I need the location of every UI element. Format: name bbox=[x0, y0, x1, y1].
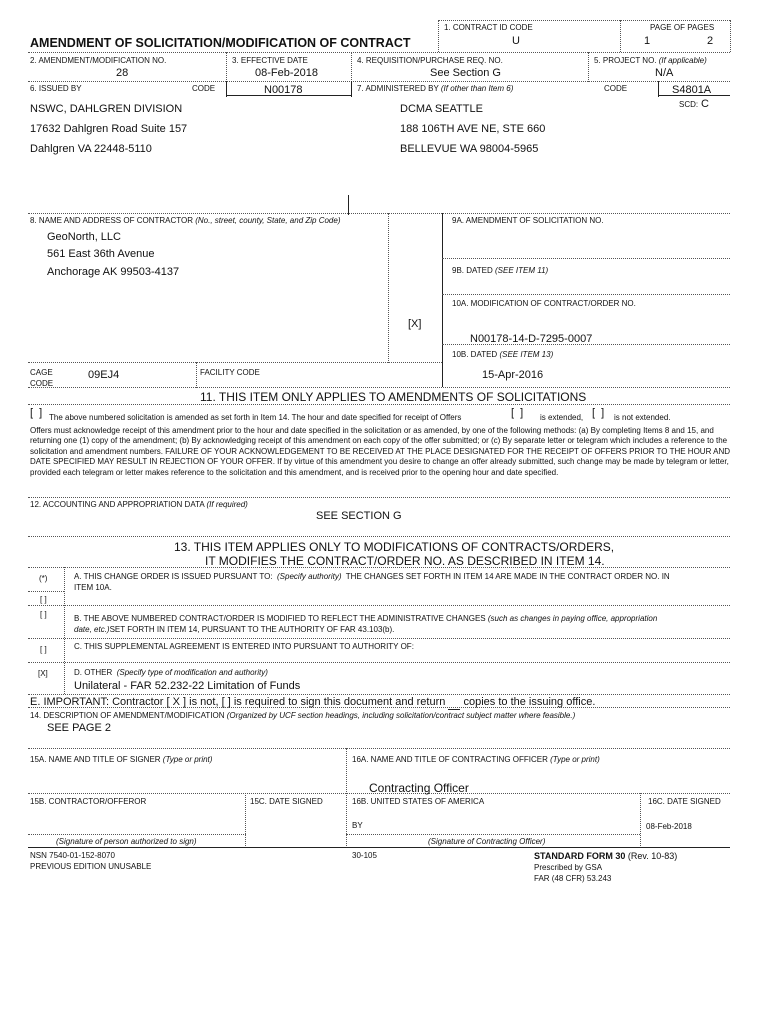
item-16c-label: 16C. DATE SIGNED bbox=[648, 797, 721, 806]
rule bbox=[28, 362, 442, 363]
project-no-label-paren: (If applicable) bbox=[658, 56, 707, 65]
administered-by-label bbox=[357, 84, 513, 93]
rule bbox=[588, 52, 589, 82]
admin-line-3: BELLEVUE WA 98004-5965 bbox=[400, 143, 539, 155]
contractor-label-text: 8. NAME AND ADDRESS OF CONTRACTOR bbox=[30, 216, 193, 225]
item-13a-text-paren: (Specify authority) bbox=[277, 572, 342, 581]
item-14-value: SEE PAGE 2 bbox=[47, 722, 111, 734]
effective-date-label: 3. EFFECTIVE DATE bbox=[232, 56, 308, 65]
footer-form-name: STANDARD FORM 30 bbox=[534, 851, 626, 861]
rule bbox=[28, 638, 730, 639]
rule bbox=[64, 567, 65, 694]
item-13-title-2: IT MODIFIES THE CONTRACT/ORDER NO. AS DESCRIBED IN ITEM 14. bbox=[205, 554, 605, 568]
item-13c-checkbox[interactable]: [ ] bbox=[40, 645, 47, 654]
item-14-label-text: 14. DESCRIPTION OF AMENDMENT/MODIFICATION bbox=[30, 711, 225, 720]
cage-label-1: CAGE bbox=[30, 368, 53, 377]
item-16a-label bbox=[352, 755, 600, 764]
item-11-body: Offers must acknowledge receipt of this amendment prior to the hour and date specified in the solicitation or as amended, by one of the following methods: (a) By completing Items 8 and 15, and returning one (1) copy of the amendment; (b) By acknowledging receipt of this amendment on each copy of the offer submitted; or (c) By separate letter or telegram which includes a reference to the solicitation and amendment numbers. FAILURE OF YOUR ACKNOWLEDGEMENT TO BE RECEIVED AT THE PLACE DESIGNATED FOR THE RECEIPT OF OFFERS PRIOR TO THE HOUR AND DATE SPECIFIED MAY RESULT IN REJECTION OF YOUR OFFER. If by virtue of this amendment you desire to change an offer already submitted, such change may be made by telegram or letter, provided each telegram or letter makes reference to the solicitation and this amendment, and is received prior to the opening hour and date specified. bbox=[30, 426, 731, 477]
contractor-label-paren: (No., street, county, State, and Zip Code) bbox=[195, 216, 341, 225]
footer-form-rev: (Rev. 10-83) bbox=[627, 851, 678, 861]
contractor-label bbox=[30, 216, 341, 225]
administered-by-label-text: 7. ADMINISTERED BY bbox=[357, 84, 439, 93]
form-title: AMENDMENT OF SOLICITATION/MODIFICATION OF CONTRACT bbox=[30, 36, 411, 50]
rule bbox=[388, 213, 389, 363]
admin-line-1: DCMA SEATTLE bbox=[400, 103, 483, 115]
item-12-label-paren: (If required) bbox=[206, 500, 248, 509]
item-9a-label: 9A. AMENDMENT OF SOLICITATION NO. bbox=[452, 216, 604, 225]
rule bbox=[351, 52, 352, 82]
extended-label: is extended, bbox=[540, 413, 584, 422]
rule bbox=[351, 81, 352, 97]
scd-value: C bbox=[701, 98, 709, 110]
requisition-label: 4. REQUISITION/PURCHASE REQ. NO. bbox=[357, 56, 503, 65]
item-e-text-e: is required to sign this document and return bbox=[233, 696, 446, 708]
not-extended-checkbox[interactable]: [ ] bbox=[592, 407, 605, 419]
item-14-label bbox=[30, 711, 575, 720]
rule bbox=[28, 834, 246, 835]
item-16a-value: Contracting Officer bbox=[369, 781, 469, 795]
rule bbox=[442, 258, 730, 259]
rule bbox=[245, 793, 246, 848]
rule bbox=[28, 213, 730, 214]
item-e-text-c: is not, bbox=[189, 696, 219, 708]
project-no-value: N/A bbox=[655, 67, 674, 79]
requisition-value: See Section G bbox=[430, 67, 501, 79]
footer-form-id bbox=[534, 851, 677, 861]
cage-label-2: CODE bbox=[30, 379, 54, 388]
item-15b-label: 15B. CONTRACTOR/OFFEROR bbox=[30, 797, 147, 806]
extended-checkbox[interactable]: [ ] bbox=[511, 407, 524, 419]
rule bbox=[28, 605, 730, 606]
rule bbox=[620, 20, 621, 52]
admin-code-label: CODE bbox=[604, 84, 628, 93]
admin-code-value: S4801A bbox=[672, 84, 712, 96]
project-no-label-text: 5. PROJECT NO. bbox=[594, 56, 657, 65]
item-13b-text-2 bbox=[74, 625, 394, 634]
contract-id-value: U bbox=[512, 35, 520, 47]
item-12-value: SEE SECTION G bbox=[316, 510, 402, 522]
item-16b-label: 16B. UNITED STATES OF AMERICA bbox=[352, 797, 485, 806]
item-10a-label: 10A. MODIFICATION OF CONTRACT/ORDER NO. bbox=[452, 299, 636, 308]
footer-previous-edition: PREVIOUS EDITION UNUSABLE bbox=[30, 862, 152, 871]
rule bbox=[442, 294, 730, 295]
item-13a-text bbox=[74, 572, 670, 581]
item-16a-label-text: 16A. NAME AND TITLE OF CONTRACTING OFFICER bbox=[352, 755, 548, 764]
item-e-text-f: copies to the issuing office. bbox=[463, 696, 596, 708]
rule bbox=[28, 52, 730, 53]
item-9b-label-text: 9B. DATED bbox=[452, 266, 493, 275]
administered-by-label-paren: (If other than Item 6) bbox=[440, 84, 514, 93]
item-12-label-text: 12. ACCOUNTING AND APPROPRIATION DATA bbox=[30, 500, 205, 509]
item-10a-value: N00178-14-D-7295-0007 bbox=[470, 333, 593, 345]
item-13b-checkbox[interactable]: [ ] bbox=[40, 610, 47, 619]
rule bbox=[226, 52, 227, 82]
item-13b-text bbox=[74, 614, 657, 623]
item-10b-value: 15-Apr-2016 bbox=[482, 369, 544, 381]
not-extended-label: is not extended. bbox=[614, 413, 671, 422]
rule bbox=[28, 591, 64, 592]
item-13b-text-2a: date, etc.) bbox=[74, 625, 110, 634]
item-10a-checkbox[interactable]: [X] bbox=[408, 318, 422, 330]
item-10b-label bbox=[452, 350, 553, 359]
amendment-no-label: 2. AMENDMENT/MODIFICATION NO. bbox=[30, 56, 167, 65]
effective-date-value: 08-Feb-2018 bbox=[255, 67, 318, 79]
copies-blank[interactable] bbox=[448, 696, 460, 710]
item-13a-text-3: ITEM 10A. bbox=[74, 583, 112, 592]
admin-line-2: 188 106TH AVE NE, STE 660 bbox=[400, 123, 546, 135]
rule bbox=[640, 793, 641, 848]
item-13d-text-1: D. OTHER bbox=[74, 668, 113, 677]
rule bbox=[442, 213, 443, 387]
rule bbox=[28, 81, 730, 82]
rule bbox=[226, 81, 227, 97]
item-13b-text-3: SET FORTH IN ITEM 14, PURSUANT TO THE AUTHORITY OF FAR 43.103(b). bbox=[109, 625, 395, 634]
facility-code-label: FACILITY CODE bbox=[200, 368, 260, 377]
page-of-pages-label: PAGE OF PAGES bbox=[650, 23, 715, 32]
rule bbox=[28, 497, 730, 498]
signature-15-caption: (Signature of person authorized to sign) bbox=[56, 837, 197, 846]
item-15c-label: 15C. DATE SIGNED bbox=[250, 797, 323, 806]
rule bbox=[346, 748, 347, 848]
item-13-blank-checkbox[interactable]: [ ] bbox=[40, 595, 47, 604]
footer-nsn: NSN 7540-01-152-8070 bbox=[30, 851, 115, 860]
rule bbox=[438, 20, 439, 52]
item-15a-label-paren: (Type or print) bbox=[162, 755, 213, 764]
rule bbox=[438, 20, 730, 21]
cage-value: 09EJ4 bbox=[88, 369, 120, 381]
item-13c-text: C. THIS SUPPLEMENTAL AGREEMENT IS ENTERED INTO PURSUANT TO AUTHORITY OF: bbox=[74, 642, 414, 651]
item-13d-text-paren: (Specify type of modification and authority) bbox=[116, 668, 268, 677]
item-12-label bbox=[30, 500, 248, 509]
issuer-line-1: NSWC, DAHLGREN DIVISION bbox=[30, 103, 183, 115]
rule bbox=[730, 20, 731, 52]
rule bbox=[348, 195, 349, 215]
contractor-line-1: GeoNorth, LLC bbox=[47, 231, 121, 243]
item-13b-text-1: B. THE ABOVE NUMBERED CONTRACT/ORDER IS MODIFIED TO REFLECT THE ADMINISTRATIVE CHANGES bbox=[74, 614, 486, 623]
item-e-text-a: E. IMPORTANT: Contractor bbox=[30, 696, 164, 708]
footer-prescribed: Prescribed by GSA bbox=[534, 863, 603, 872]
item-16c-value: 08-Feb-2018 bbox=[646, 822, 692, 831]
item-13d-checkbox[interactable]: [X] bbox=[38, 669, 48, 678]
footer-far: FAR (48 CFR) 53.243 bbox=[534, 874, 612, 883]
item-e-line bbox=[30, 696, 595, 710]
item-9b-label-paren: (SEE ITEM 11) bbox=[494, 266, 549, 275]
item-13a-text-2: THE CHANGES SET FORTH IN ITEM 14 ARE MADE IN THE CONTRACT ORDER NO. IN bbox=[345, 572, 670, 581]
issued-code-value: N00178 bbox=[264, 84, 303, 96]
item-15a-label bbox=[30, 755, 212, 764]
page-number: 1 bbox=[644, 35, 651, 47]
item-13a-text-1: A. THIS CHANGE ORDER IS ISSUED PURSUANT TO: bbox=[74, 572, 273, 581]
item-13-title-1: 13. THIS ITEM APPLIES ONLY TO MODIFICATIONS OF CONTRACTS/ORDERS, bbox=[174, 540, 615, 554]
contractor-line-3: Anchorage AK 99503-4137 bbox=[47, 266, 180, 278]
rule bbox=[346, 834, 640, 835]
page-count: 2 bbox=[707, 35, 714, 47]
item-10b-label-text: 10B. DATED bbox=[452, 350, 498, 359]
item-11-checkbox[interactable]: [ ] bbox=[30, 407, 43, 419]
amendment-no-value: 28 bbox=[116, 67, 129, 79]
rule bbox=[28, 387, 730, 388]
item-15a-label-text: 15A. NAME AND TITLE OF SIGNER bbox=[30, 755, 161, 764]
rule bbox=[28, 536, 730, 537]
rule bbox=[28, 847, 730, 848]
issuer-line-3: Dahlgren VA 22448-5110 bbox=[30, 143, 152, 155]
item-e-is-not-checkbox[interactable]: [ X ] bbox=[166, 696, 187, 708]
item-10b-label-paren: (SEE ITEM 13) bbox=[499, 350, 554, 359]
contractor-line-2: 561 East 36th Avenue bbox=[47, 248, 155, 260]
footer-code: 30-105 bbox=[352, 851, 377, 860]
issued-by-label: 6. ISSUED BY bbox=[30, 84, 82, 93]
item-16a-label-paren: (Type or print) bbox=[550, 755, 600, 764]
scd-label: SCD: bbox=[679, 100, 699, 109]
contract-id-label: 1. CONTRACT ID CODE bbox=[444, 23, 533, 32]
issuer-line-2: 17632 Dahlgren Road Suite 157 bbox=[30, 123, 188, 135]
rule bbox=[28, 662, 730, 663]
rule bbox=[28, 694, 730, 695]
issued-code-label: CODE bbox=[192, 84, 216, 93]
rule bbox=[658, 81, 659, 97]
item-e-is-checkbox[interactable]: [ ] bbox=[221, 696, 231, 708]
item-11-line-1: The above numbered solicitation is amended as set forth in Item 14. The hour and date specified for receipt of Offers bbox=[49, 413, 462, 422]
item-11-title: 11. THIS ITEM ONLY APPLIES TO AMENDMENTS OF SOLICITATIONS bbox=[200, 390, 587, 404]
item-9b-label bbox=[452, 266, 548, 275]
signature-16-caption: (Signature of Contracting Officer) bbox=[428, 837, 546, 846]
item-13b-text-paren: (such as changes in paying office, appropriation bbox=[487, 614, 658, 623]
item-14-label-paren: (Organized by UCF section headings, including solicitation/contract subject matter where feasible.) bbox=[226, 711, 576, 720]
project-no-label bbox=[594, 56, 707, 65]
item-13d-value: Unilateral - FAR 52.232-22 Limitation of Funds bbox=[74, 680, 301, 692]
rule bbox=[196, 362, 197, 388]
by-label: BY bbox=[352, 821, 363, 830]
item-13a-mark: (*) bbox=[39, 574, 48, 583]
rule bbox=[28, 748, 730, 749]
item-13d-text bbox=[74, 668, 268, 677]
